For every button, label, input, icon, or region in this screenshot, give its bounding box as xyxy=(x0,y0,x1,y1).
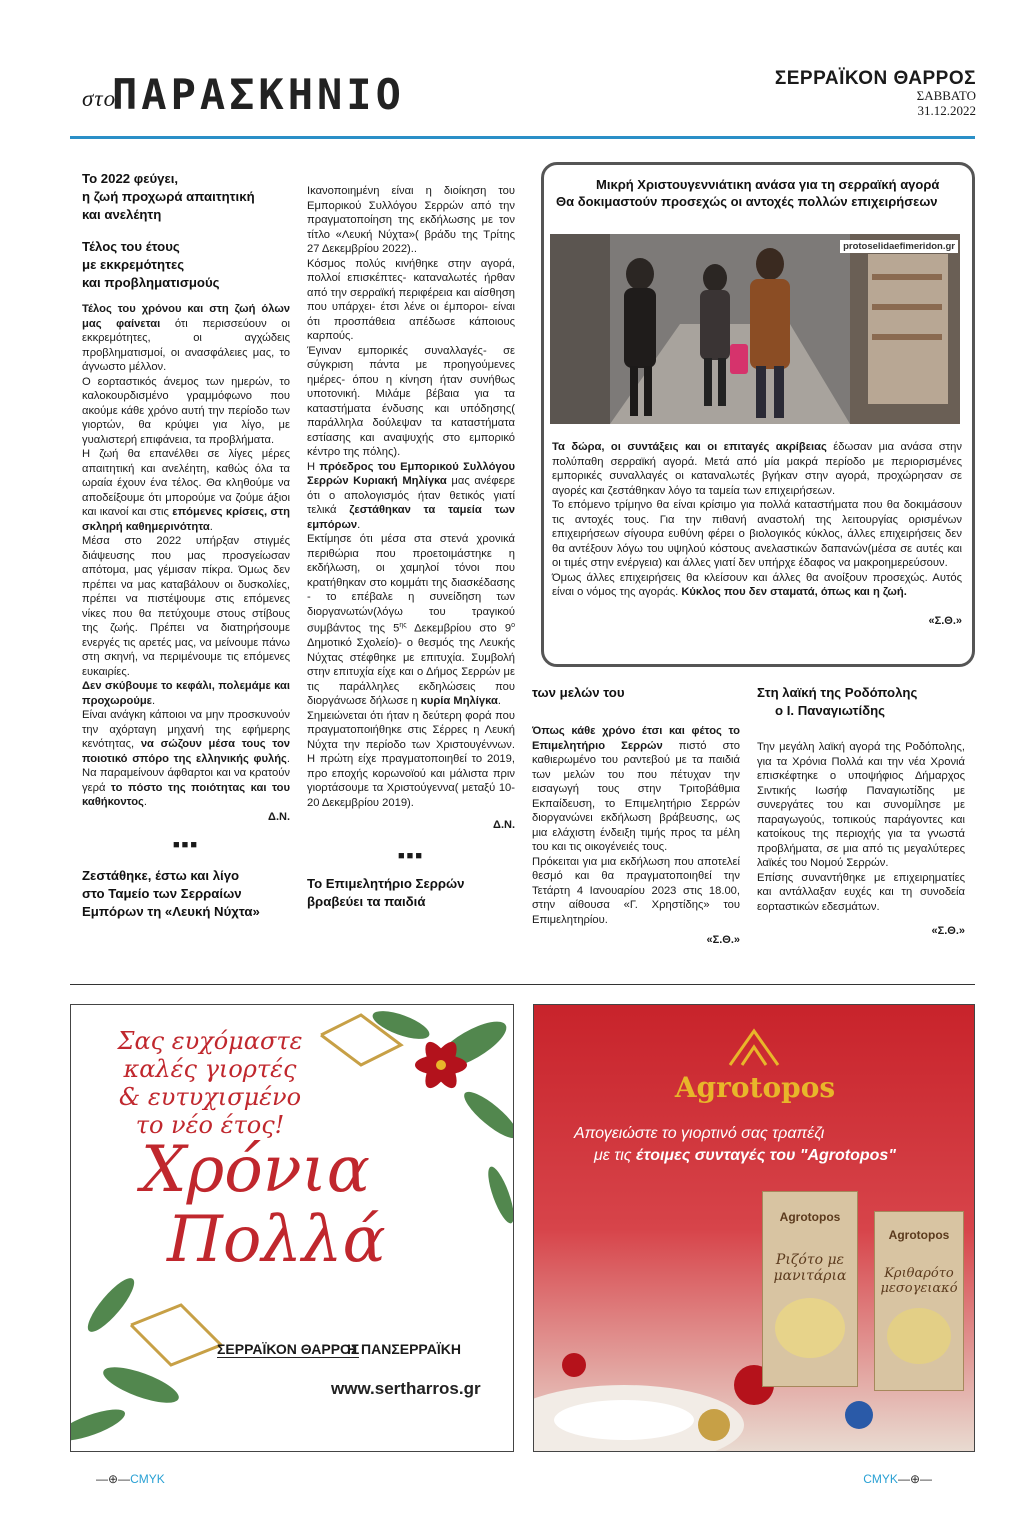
sertharros-logo: ΣΕΡΡΑΪΚΟΝ ΘΑΡΡΟΣ xyxy=(217,1341,360,1357)
panserraiki-logo: Η ΠΑΝΣΕΡΡΑΪΚΗ xyxy=(347,1341,461,1357)
house-logo-icon xyxy=(724,1025,784,1069)
shoppers-photo xyxy=(550,234,960,424)
featured-article-title: Μικρή Χριστουγεννιάτικη ανάσα για τη σερραϊκή αγορά Θα δοκιμαστούν προσεχώς οι αντοχές πολλών επιχειρήσεων xyxy=(556,177,940,209)
greetings-advertisement xyxy=(70,1004,514,1452)
paragraph: Είναι ανάγκη κάποιοι να μην προσκυνούν την αχόρταγη μηχανή της εφήμερης κενότητας, να σώζουν μέσα τους τον ποιοτικό σπόρο της ελληνικής φυλής. Να παραμείνουν άφθαρτοι και να κρατούν γερά το πόστο της ποιότητας και του καθήκοντος. xyxy=(82,709,290,808)
author-signature: «Σ.Θ.» xyxy=(931,925,965,937)
paragraph: Η πρόεδρος του Εμπορικού Συλλόγου Σερρών Κυριακή Μηλίγκα μας ανέφερε ότι ο απολογισμός ήταν θετικός γιατί τελικά ζεστάθηκαν τα ταμεία των εμπόρων. xyxy=(307,460,515,531)
header-rule xyxy=(70,136,975,139)
paragraph: Την μεγάλη λαϊκή αγορά της Ροδόπολης, για τα Χρόνια Πολλά και την νέα Χρονιά επισκέφτηκε ο υποψήφιος Δήμαρχος Σιντικής Ιωσήφ Παναγιωτίδης με συνεργάτες του και συνομίλησε με παραγωγούς, τοπικούς παράγοντες και κατοίκους της περιοχής για τα γνωστά προβλήματα, σε μια από τις μεγαλύτερες λαϊκές του Νομού Σερρών. xyxy=(757,741,965,869)
paragraph: Έγιναν εμπορικές συναλλαγές- σε σύγκριση πάντα με προηγούμενες ημέρες- όπου η κίνηση ήταν συνήθως υποτονική. Μιλάμε βέβαια για τα καταστήματα ένδυσης και υπόδησης( παράλληλα δούλεψαν τα καταστήματα εστίασης και αναψυχής στο εμπορικό κέντρο της πόλης). xyxy=(307,344,515,458)
paragraph: Η ζωή θα επανέλθει σε λίγες μέρες απαιτητική και ανελέητη, καθώς όλα τα ωραία έχουν ένα τέλος. Θα κληθούμε να αποδείξουμε ότι μπορούμε να ζούμε άξιοι και ικανοί και στις επόμενες κρίσεις, στη σκληρή καθημερινότητα. xyxy=(82,448,290,533)
author-signature: Δ.Ν. xyxy=(268,810,290,823)
watermark: protoselidaefimeridon.gr xyxy=(840,240,958,253)
next-article-title: Το Επιμελητήριο Σερρών βραβεύει τα παιδιά xyxy=(307,876,465,910)
paragraph: Επίσης συναντήθηκε με επιχειρηματίες και αντάλλαξαν ευχές και τη συνοδεία εορταστικών εδεσμάτων. xyxy=(757,871,965,913)
article-column-4 xyxy=(757,684,965,939)
paragraph: Δεν σκύβουμε το κεφάλι, πολεμάμε και προχωρούμε. xyxy=(82,680,290,707)
print-registration-left: —⊕—CMYK xyxy=(96,1472,165,1486)
christmas-greeting-headline: Χρόνια Πολλά xyxy=(141,1133,386,1277)
author-signature: Δ.Ν. xyxy=(493,819,515,832)
article-title-continuation: των μελών του xyxy=(532,685,625,700)
article-title: Στη λαϊκή της Ροδόπολης ο Ι. Παναγιωτίδης xyxy=(757,685,918,718)
paragraph: Ο εορταστικός άνεμος των ημερών, το καλοκουρδισμένο γραμμόφωνο που ακούμε κάθε χρόνο αυτή την περίοδο των γιορτών, θα κρύψει για λίγο, με γυαλιστερή επιφάνεια, τα προβλήματα. xyxy=(82,375,290,446)
article-column-3 xyxy=(532,684,740,948)
paragraph: Κόσμος πολύς κινήθηκε στην αγορά, πολλοί επισκέπτες- καταναλωτές ήρθαν από την σερραϊκή περιφέρεια και αίσθηση που υπάρχει- έτσι λένε οι έμποροι- είναι ότι προσπάθεια απέδωσε κάποιους καρπούς. xyxy=(307,257,515,342)
paragraph: Όπως κάθε χρόνο έτσι και φέτος το Επιμελητήριο Σερρών πιστό στο καθιερωμένο του ραντεβού με τα παιδιά των μελών του που πέτυχαν την εισαγωγή τους στην Τριτοβάθμια Εκπαίδευση, το Επιμελητήριο Σερρών διοργανώνει εκδήλωση βράβευσης, ως μια ελάχιστη ένδειξη τιμής προς τα μέλη του και τις οικογένειές τους. xyxy=(532,725,740,853)
paragraph: Εκτίμησε ότι μέσα στα στενά χρονικά περιθώρια που προετοιμάστηκε η εκδήλωση, οι χαμηλοί τόνοι που κρατήθηκαν στο κομμάτι της διασκέδασης - το επέβαλε η συνείδηση των διοργανωτών(λόγω του τραγικού συμβάντος της $5^{\eta\varsigma}$ Δεκεμβρίου στο $9^o$ Δημοτικό Σχολείο)- ο θεσμός της Λευκής Νύχτας στέφθηκε με επιτυχία. Συμβολή στην επιτυχία είχε και ο Δήμος Σερρών με τις παράλληλες εκδηλώσεις που διοργάνωσε δήλωσε η κυρία Μηλίγκα. xyxy=(307,533,515,708)
product-name: Κριθαρότο μεσογειακό xyxy=(880,1266,958,1296)
greeting-text: Σας ευχόμαστε καλές γιορτές & ευτυχισμένο το νέο έτος! xyxy=(117,1027,303,1139)
article-column-1 xyxy=(82,170,290,921)
paragraph: Το επόμενο τρίμηνο θα είναι κρίσιμο για πολλά καταστήματα που θα δοκιμάσουν τις αντοχές τους. Για την πιθανή αναστολή της λειτουργίας ορισμένων επιχειρήσεων σίγουρα ευθύνη φέρει ο βιολογικός κύκλος, άλλες επιχειρήσεις δεν θα αντέξουν λόγω του υψηλού κόστους ανελαστικών δαπανών(μέσα σε αυτές και οι τιμές στην ενέργεια) και άλλες γιατί δεν υπήρχε έδαφος να μακροημερεύσουν. xyxy=(552,499,962,569)
issue-date: 31.12.2022 xyxy=(917,103,976,118)
product-package-orzotto: Agrotopos Κριθαρότο μεσογειακό xyxy=(874,1211,964,1391)
ads-separator-rule xyxy=(70,984,975,985)
section-prefix: στο xyxy=(82,86,117,111)
paragraph: Πρόκειται για μια εκδήλωση που αποτελεί θεσμό και θα πραγματοποιηθεί την Τετάρτη 4 Ιανουαρίου 2023 στις 18.00, στην αίθουσα «Γ. Χρηστίδης» του Επιμελητηρίου. xyxy=(532,855,740,926)
article-title: Το 2022 φεύγει, η ζωή προχωρά απαιτητική και ανελέητη xyxy=(82,171,255,222)
issue-day: ΣΑΒΒΑΤΟ xyxy=(916,88,976,103)
street-scene-image xyxy=(550,234,960,424)
agrotopos-advertisement xyxy=(533,1004,975,1452)
paragraph: Τα δώρα, οι συντάξεις και οι επιταγές ακρίβειας έδωσαν μια ανάσα στην πολύπαθη σερραϊκή αγορά. Μετά από μία μακρά περίοδο με περιορισμένες εμπορικές συναλλαγές οι καταναλωτές βγήκαν στην αγορά, προχώρησαν σε αγορές και ζεστάθηκαν λόγο τα ταμεία των επιχειρήσεων. xyxy=(552,441,962,497)
paragraph: Σημειώνεται ότι ήταν η δεύτερη φορά που πραγματοποιήθηκε στις Σέρρες η Λευκή Νύχτα την περίοδο των Χριστουγέννων. Η πρώτη είχε πραγματοποιηθεί το 2019, προ εποχής κορωνοϊού και μάλιστα πριν γιορτάσουμε τα Χριστούγεννα( μεταξύ 10-20 Δεκεμβρίου 2019). xyxy=(307,709,515,809)
product-package-risotto: Agrotopos Ριζότο με μανιτάρια xyxy=(762,1191,858,1387)
website-url: www.sertharros.gr xyxy=(331,1379,481,1398)
newspaper-name: ΣΕΡΡΑΪΚΟΝ ΘΑΡΡΟΣ xyxy=(774,68,976,89)
paragraph: Όμως άλλες επιχειρήσεις θα κλείσουν και άλλες θα ανοίξουν προσεχώς. Αυτός είναι ο νόμος της αγοράς. Κύκλος που δεν σταματά, όπως και η ζωή. xyxy=(552,571,962,598)
author-signature: «Σ.Θ.» xyxy=(706,934,740,946)
paragraph: Ικανοποιημένη είναι η διοίκηση του Εμπορικού Συλλόγου Σερρών από την πραγματοποίηση της εκδήλωσης με τον τίτλο «Λευκή Νύχτα»( βράδυ της Τρίτης 27 Δεκεμβρίου 2022).. xyxy=(307,185,515,255)
featured-article-body xyxy=(552,440,962,628)
ad-slogan: Απογειώστε το γιορτινό σας τραπέζι με τις έτοιμες συνταγές του "Agrotopos" xyxy=(574,1125,896,1164)
paragraph: Τέλος του χρόνου και στη ζωή όλων μας φαίνεται ότι περισσεύουν οι εκκρεμότητες, οι αγχώδεις προβληματισμοί, οι ανασφάλειες μας, το άγνωστο μέλλον. xyxy=(82,303,290,373)
article-subtitle: Τέλος του έτους με εκκρεμότητες και προβληματισμούς xyxy=(82,239,220,290)
section-title: ΠΑΡΑΣΚΗΝΙΟ xyxy=(112,70,405,119)
article-column-2 xyxy=(307,184,515,911)
print-registration-right: CMYK—⊕— xyxy=(863,1472,932,1486)
separator: ■■■ xyxy=(173,839,199,851)
separator: ■■■ xyxy=(398,849,424,862)
author-signature: «Σ.Θ.» xyxy=(928,614,962,627)
next-article-title: Ζεστάθηκε, έστω και λίγο στο Ταμείο των Σερραίων Εμπόρων τη «Λευκή Νύχτα» xyxy=(82,867,260,919)
brand-logo: Agrotopos xyxy=(674,1071,836,1104)
paragraph: Μέσα στο 2022 υπήρξαν στιγμές διάψευσης που μας προσγείωσαν απότομα, μας γέμισαν πίκρα. Όμως δεν πρέπει να μας καταβάλουν οι δυσκολίες, πρέπει να πιστέψουμε στις επόμενες νίκες που θα πετύχουμε στους στίβους της ζωής. Πρέπει να διατηρήσουμε ενεργές τις αρετές μας, να μείνουμε πάνω στη σκηνή, να περιμένουμε τις επόμενες ευκαιρίες. xyxy=(82,535,290,678)
product-name: Ριζότο με μανιτάρια xyxy=(773,1252,847,1284)
